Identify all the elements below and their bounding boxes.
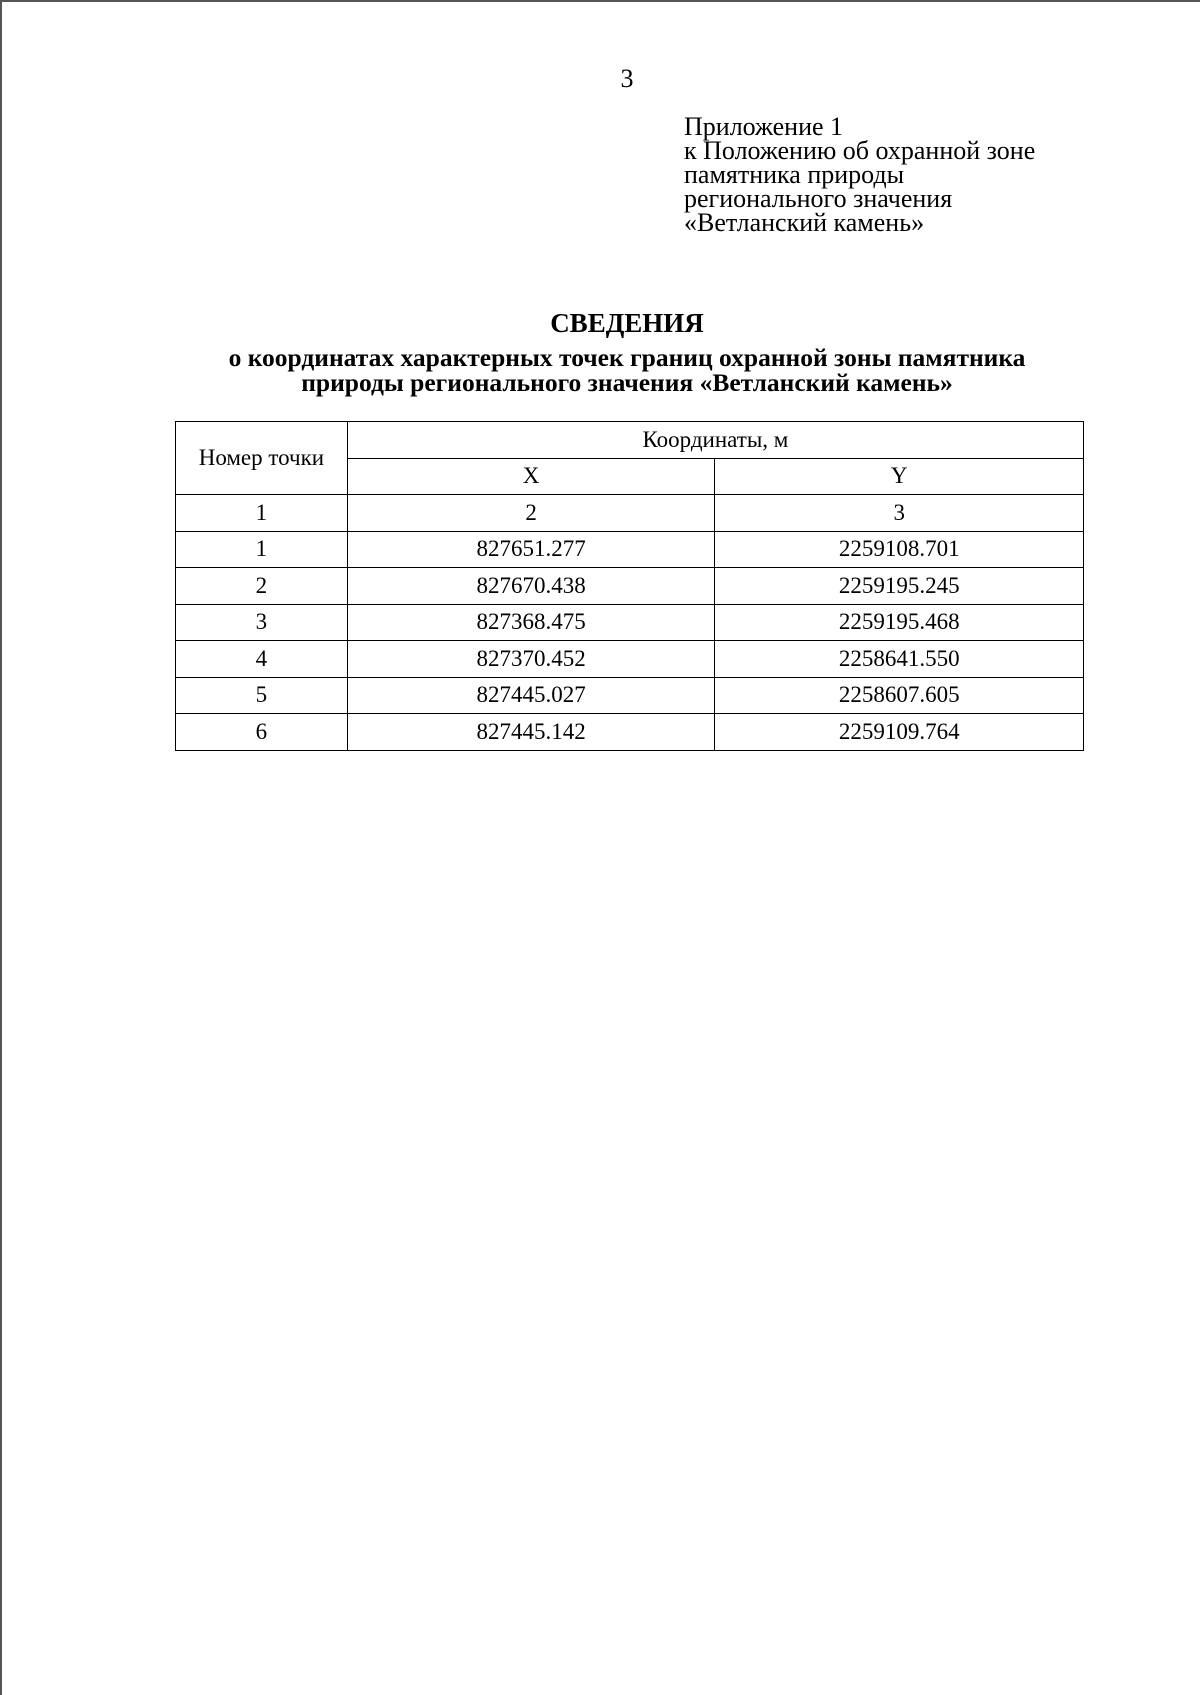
appendix-line: к Положению об охранной зоне [684, 136, 1036, 165]
page-number: 3 [620, 64, 634, 93]
x-coordinate-cell: 827368.475 [347, 604, 715, 641]
y-coordinate-cell: 2258641.550 [715, 641, 1084, 678]
document-title: СВЕДЕНИЯ [550, 308, 704, 338]
y-coordinate-cell: 2259195.245 [715, 568, 1084, 605]
table-header-row [176, 422, 1084, 459]
point-number-cell: 5 [176, 677, 348, 714]
header-y: Y [715, 458, 1084, 495]
appendix-line: Приложение 1 [684, 112, 844, 141]
y-coordinate-cell: 2259109.764 [715, 714, 1084, 751]
y-coordinate-cell: 2259108.701 [715, 531, 1084, 568]
x-coordinate-cell: 827370.452 [347, 641, 715, 678]
appendix-line: «Ветланский камень» [684, 208, 925, 237]
point-number-cell: 4 [176, 641, 348, 678]
header-x: X [347, 458, 715, 495]
header-point-number: Номер точки [176, 422, 348, 495]
table-row [176, 641, 1084, 678]
point-number-cell: 6 [176, 714, 348, 751]
numbering-cell: 2 [347, 495, 715, 532]
table-row [176, 531, 1084, 568]
appendix-line: регионального значения [684, 184, 953, 213]
appendix-reference [684, 112, 1036, 237]
point-number-cell: 2 [176, 568, 348, 605]
x-coordinate-cell: 827651.277 [347, 531, 715, 568]
point-number-cell: 3 [176, 604, 348, 641]
table-numbering-row [176, 495, 1084, 532]
y-coordinate-cell: 2258607.605 [715, 677, 1084, 714]
numbering-cell: 3 [715, 495, 1084, 532]
x-coordinate-cell: 827670.438 [347, 568, 715, 605]
table-row [176, 604, 1084, 641]
numbering-cell: 1 [176, 495, 348, 532]
x-coordinate-cell: 827445.027 [347, 677, 715, 714]
subtitle-line: о координатах характерных точек границ охранной зоны памятника [228, 343, 1026, 372]
x-coordinate-cell: 827445.142 [347, 714, 715, 751]
table-row [176, 677, 1084, 714]
coordinates-table [175, 421, 1084, 751]
table-row [176, 714, 1084, 751]
table-row [176, 568, 1084, 605]
header-coordinates: Координаты, м [347, 422, 1083, 459]
y-coordinate-cell: 2259195.468 [715, 604, 1084, 641]
point-number-cell: 1 [176, 531, 348, 568]
document-subtitle [2, 345, 1200, 395]
appendix-line: памятника природы [684, 160, 905, 189]
subtitle-line: природы регионального значения «Ветланский камень» [301, 368, 953, 397]
